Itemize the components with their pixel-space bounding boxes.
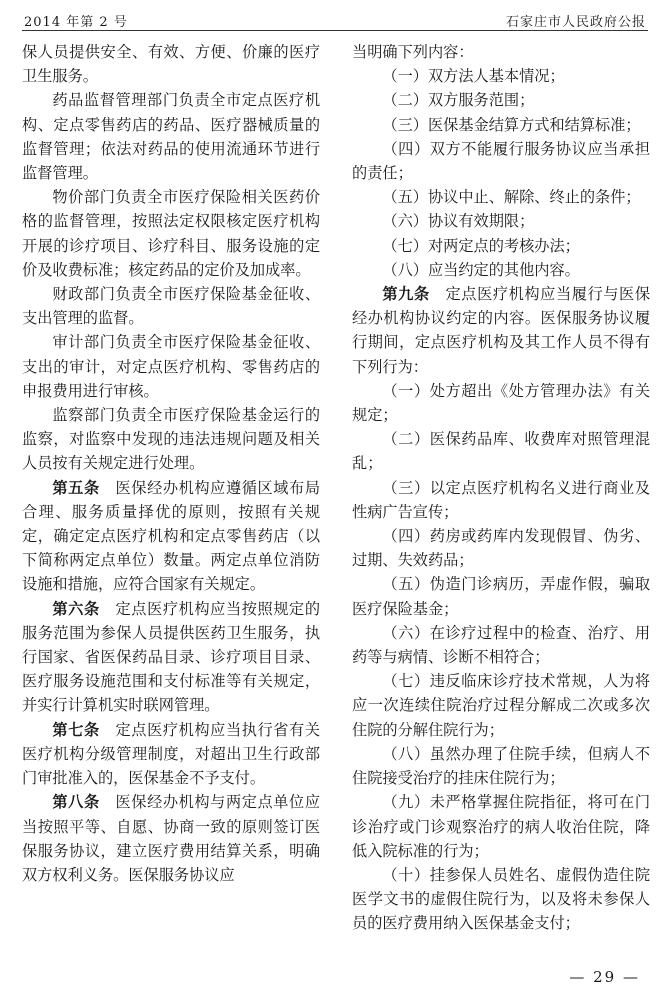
- paragraph-text: 当明确下列内容：: [352, 43, 474, 61]
- paragraph-text: （一）双方法人基本情况；: [382, 67, 565, 86]
- paragraph-text: 定点医疗机构应当履行与医保经办机构协议约定的内容。医保服务协议履行期间，定点医疗机构及其工作人员不得有下列行为：: [352, 285, 651, 376]
- paragraph: [352, 476, 650, 524]
- paragraph-text: 定点医疗机构应当按照规定的服务范围为参保人员提供医药卫生服务，执行国家、省医保药品目录、诊疗项目目录、医疗服务设施范围和支付标准等有关规定，并实行计算机实时联网管理。: [22, 599, 321, 715]
- paragraph: [352, 234, 650, 258]
- article-number: 第五条: [52, 478, 100, 497]
- paragraph: [352, 524, 650, 572]
- paragraph: [352, 137, 650, 185]
- paragraph: [22, 40, 320, 88]
- publication-title: 石家庄市人民政府公报: [505, 15, 646, 30]
- paragraph: [352, 669, 650, 742]
- paragraph-text: 定点医疗机构应当执行省有关医疗机构分级管理制度，对超出卫生行政部门审批准入的，医保基金不予支付。: [22, 720, 321, 788]
- paragraph-text: 医保经办机构应遵循区域布局合理、服务质量择优的原则，按照有关规定，确定定点医疗机构和定点零售药店（以下简称两定点单位）数量。两定点单位消防设施和措施，应符合国家有关规定。: [22, 478, 321, 594]
- paragraph-text: （四）药房或药库内发现假冒、伪劣、过期、失效药品；: [352, 527, 650, 570]
- paragraph: [22, 718, 320, 791]
- right-column: [352, 40, 650, 936]
- paragraph: [22, 790, 320, 887]
- paragraph-text: （五）协议中止、解除、终止的条件；: [382, 188, 641, 207]
- paragraph-text: （五）伪造门诊病历，弄虚作假，骗取医疗保险基金；: [352, 575, 650, 618]
- paragraph: [22, 476, 320, 597]
- paragraph: [22, 282, 320, 330]
- page-header: [22, 8, 648, 31]
- paragraph-text: 物价部门负责全市医疗保险相关医药价格的监督管理，按照法定权限核定医疗机构开展的诊疗项目、诊疗科目、服务设施的定价及收费标准；核定药品的定价及加成率。: [22, 188, 320, 279]
- paragraph: [352, 282, 650, 379]
- paragraph: [352, 572, 650, 620]
- paragraph-text: （八）虽然办理了住院手续，但病人不住院接受治疗的挂床住院行为；: [352, 744, 650, 788]
- paragraph: [22, 88, 320, 185]
- paragraph-text: （九）未严格掌握住院指征，将可在门诊治疗或门诊观察治疗的病人收治住院，降低入院标准的行为；: [352, 793, 650, 860]
- paragraph-text: （七）对两定点的考核办法；: [382, 236, 580, 255]
- article-number: 第九条: [382, 285, 430, 304]
- paragraph-text: （六）协议有效期限；: [382, 212, 535, 231]
- paragraph-text: （八）应当约定的其他内容。: [382, 260, 580, 279]
- paragraph: [22, 185, 320, 282]
- paragraph: [352, 863, 650, 936]
- paragraph-text: （七）违反临床诊疗技术常规，人为将应一次连续住院治疗过程分解成二次或多次住院的分解住院行为；: [352, 672, 650, 739]
- paragraph-text: （二）双方服务范围；: [382, 91, 535, 110]
- paragraph: [22, 597, 320, 718]
- paragraph-text: （十）挂参保人员姓名、虚假伪造住院医学文书的虚假住院行为，以及将未参保人员的医疗费用纳入医保基金支付；: [352, 865, 650, 933]
- paragraph: [352, 209, 650, 233]
- issue-label: 2014 年第 2 号: [24, 15, 128, 30]
- paragraph-text: （三）以定点医疗机构名义进行商业及性病广告宣传；: [352, 478, 650, 521]
- paragraph: [352, 790, 650, 863]
- paragraph-text: （一）处方超出《处方管理办法》有关规定；: [352, 381, 650, 425]
- paragraph-text: （六）在诊疗过程中的检查、治疗、用药等与病情、诊断不相符合；: [352, 623, 650, 667]
- paragraph: [352, 40, 650, 64]
- paragraph-text: （四）双方不能履行服务协议应当承担的责任；: [352, 139, 650, 183]
- paragraph: [352, 379, 650, 427]
- paragraph-text: 药品监督管理部门负责全市定点医疗机构、定点零售药店的药品、医疗器械质量的监督管理；依法对药品的使用流通环节进行监督管理。: [22, 91, 320, 183]
- article-number: 第六条: [52, 599, 100, 618]
- paragraph: [352, 185, 650, 209]
- paragraph: [22, 330, 320, 403]
- paragraph-text: 保人员提供安全、有效、方便、价廉的医疗卫生服务。: [22, 43, 320, 86]
- article-number: 第七条: [52, 720, 100, 739]
- article-number: 第八条: [52, 793, 100, 812]
- paragraph-text: 监察部门负责全市医疗保险基金运行的监察，对监察中发现的违法违规问题及相关人员按有关规定进行处理。: [22, 406, 320, 473]
- paragraph: [352, 258, 650, 282]
- paragraph-text: 审计部门负责全市医疗保险基金征收、支出的审计，对定点医疗机构、零售药店的申报费用进行审核。: [22, 333, 320, 400]
- paragraph: [352, 742, 650, 790]
- paragraph: [22, 403, 320, 476]
- paragraph: [352, 427, 650, 475]
- paragraph-text: 医保经办机构与两定点单位应当按照平等、自愿、协商一致的原则签订医保服务协议，建立医疗费用结算关系，明确双方权利义务。医保服务协议应: [22, 793, 321, 884]
- paragraph: [352, 113, 650, 137]
- paragraph-text: 财政部门负责全市医疗保险基金征收、支出管理的监督。: [22, 285, 320, 328]
- paragraph-text: （二）医保药品库、收费库对照管理混乱；: [352, 430, 650, 473]
- paragraph: [352, 88, 650, 112]
- paragraph: [352, 621, 650, 669]
- paragraph-text: （三）医保基金结算方式和结算标准；: [382, 115, 641, 134]
- page-number: — 29 —: [569, 968, 640, 986]
- left-column: [22, 40, 320, 887]
- paragraph: [352, 64, 650, 88]
